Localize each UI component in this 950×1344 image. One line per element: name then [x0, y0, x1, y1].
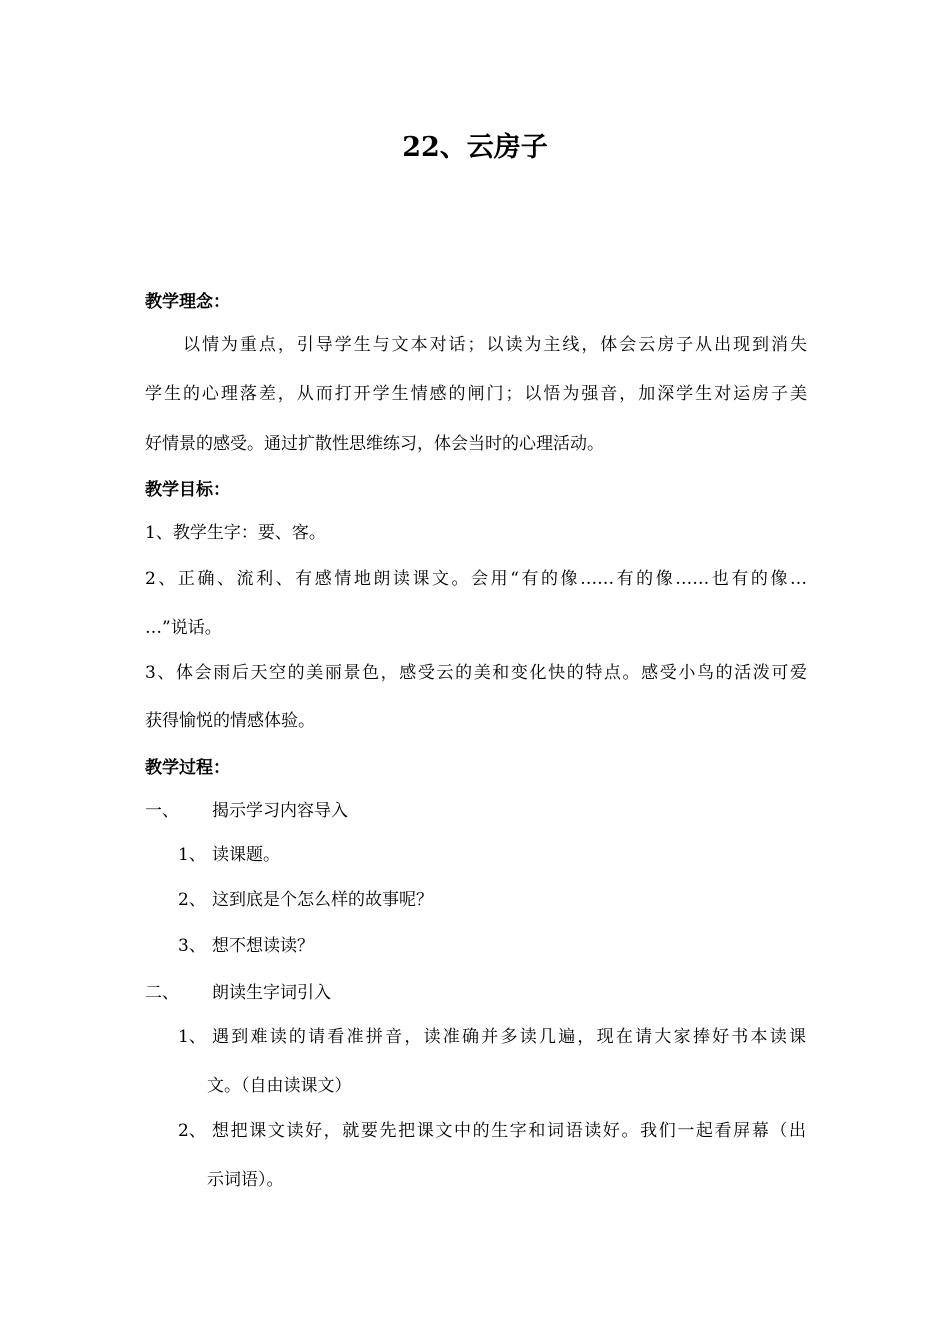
concept-line-1: 以情为重点，引导学生与文本对话；以读为主线，体会云房子从出现到消失 — [183, 335, 807, 355]
goal-line-3: …”说话。 — [145, 618, 222, 638]
part2-item-2-marker: 2、 — [178, 1121, 206, 1141]
part2-item-1-line-2: 文。（自由读课文） — [207, 1076, 352, 1096]
part1-item-2-marker: 2、 — [178, 890, 206, 910]
part1-marker: 一、 — [145, 801, 179, 821]
part1-text: 揭示学习内容导入 — [212, 801, 348, 821]
goal-line-4: 3、体会雨后天空的美丽景色，感受云的美和变化快的特点。感受小鸟的活泼可爱 — [145, 663, 807, 683]
concept-line-2: 学生的心理落差，从而打开学生情感的闸门；以悟为强音，加深学生对运房子美 — [145, 384, 807, 404]
part1-item-3-text: 想不想读读？ — [212, 936, 314, 956]
concept-line-3: 好情景的感受。通过扩散性思维练习，体会当时的心理活动。 — [145, 434, 604, 454]
part2-item-2-line-1: 想把课文读好，就要先把课文中的生字和词语读好。我们一起看屏幕（出 — [212, 1121, 806, 1141]
part2-item-2-line-2: 示词语）。 — [207, 1170, 284, 1190]
process-heading: 教学过程： — [145, 758, 230, 778]
part1-item-2-text: 这到底是个怎么样的故事呢？ — [212, 890, 433, 910]
part1-item-1-text: 读课题。 — [212, 845, 280, 865]
part1-item-3-marker: 3、 — [178, 936, 206, 956]
part2-marker: 二、 — [145, 983, 179, 1003]
goal-line-5: 获得愉悦的情感体验。 — [145, 711, 315, 731]
goal-line-2: 2、正确、流利、有感情地朗读课文。会用“有的像……有的像……也有的像… — [145, 569, 807, 589]
part2-text: 朗读生字词引入 — [212, 983, 331, 1003]
goal-line-1: 1、教学生字：要、客。 — [145, 523, 326, 543]
part2-item-1-line-1: 遇到难读的请看准拼音，读准确并多读几遍，现在请大家捧好书本读课 — [212, 1027, 806, 1047]
concept-heading: 教学理念： — [145, 292, 230, 312]
part2-item-1-marker: 1、 — [178, 1027, 206, 1047]
document-title: 22、云房子 — [402, 132, 548, 163]
part1-item-1-marker: 1、 — [178, 845, 206, 865]
goals-heading: 教学目标： — [145, 480, 230, 500]
